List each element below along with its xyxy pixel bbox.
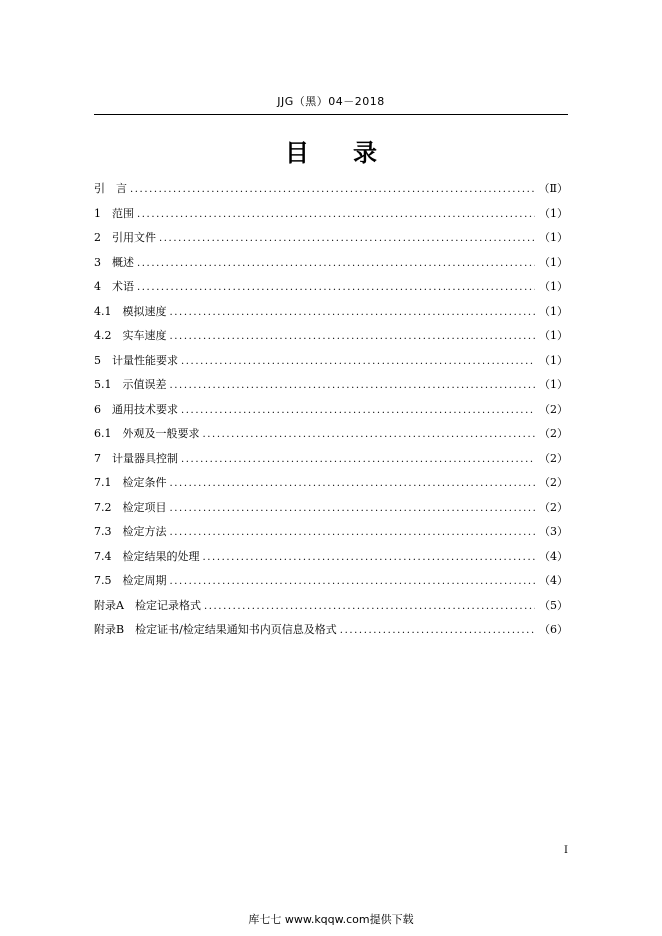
toc-leader-dots [130, 178, 535, 203]
toc-entry[interactable] [94, 594, 568, 619]
toc-entry[interactable] [94, 618, 568, 643]
toc-entry-page: （Ⅱ） [538, 182, 568, 195]
toc-entry-page: （4） [539, 549, 568, 563]
toc-entry-label: 3 概述 [94, 255, 134, 269]
toc-entry-page: （1） [539, 353, 568, 367]
toc-leader-dots [203, 546, 536, 571]
toc-entry-page: （1） [539, 304, 568, 318]
toc-entry-label: 7 计量器具控制 [94, 451, 178, 465]
toc-entry-page: （1） [539, 231, 568, 244]
toc-entry[interactable] [94, 349, 568, 374]
toc-entry-page: （1） [539, 255, 568, 269]
toc-leader-dots [170, 325, 536, 350]
toc-entry-label: 1 范围 [94, 206, 134, 220]
toc-entry[interactable] [94, 324, 568, 349]
toc-entry-label: 6 通用技术要求 [94, 402, 178, 416]
toc-entry-label: 4.2 实车速度 [94, 329, 167, 342]
toc-leader-dots [204, 595, 535, 620]
toc-entry[interactable] [94, 471, 568, 496]
toc-entry-label: 6.1 外观及一般要求 [94, 427, 200, 440]
toc-entry-label: 7.4 检定结果的处理 [94, 549, 200, 563]
toc-entry-page: （6） [539, 623, 568, 636]
toc-entry-label: 7.1 检定条件 [94, 476, 167, 489]
toc-entry-label: 2 引用文件 [94, 231, 156, 244]
toc-entry-page: （2） [539, 476, 568, 489]
toc-entry-page: （3） [539, 525, 568, 538]
download-footer: 库七七 www.kqqw.com提供下载 [248, 913, 414, 926]
toc-leader-dots [170, 497, 536, 522]
toc-entry-label: 7.5 检定周期 [94, 574, 167, 587]
page-number: Ⅰ [564, 845, 568, 856]
toc-leader-dots [137, 252, 535, 277]
toc-leader-dots [170, 301, 536, 326]
toc-entry-label: 7.2 检定项目 [94, 500, 167, 514]
header-rule [94, 114, 568, 115]
toc-entry-page: （1） [539, 329, 568, 342]
toc-leader-dots [170, 521, 536, 546]
table-of-contents [94, 177, 568, 643]
toc-entry-page: （1） [539, 378, 568, 391]
toc-entry[interactable] [94, 496, 568, 521]
toc-entry-page: （5） [539, 598, 568, 612]
toc-entry[interactable] [94, 569, 568, 594]
toc-entry[interactable] [94, 545, 568, 570]
toc-entry-page: （4） [539, 574, 568, 587]
toc-leader-dots [340, 619, 535, 644]
toc-leader-dots [181, 448, 535, 473]
toc-entry[interactable] [94, 226, 568, 251]
toc-entry-label: 引 言 [94, 182, 127, 195]
document-code-header: JJG（黑）04－2018 [277, 95, 385, 108]
toc-entry-page: （2） [539, 427, 568, 440]
toc-entry[interactable] [94, 422, 568, 447]
toc-entry[interactable] [94, 520, 568, 545]
toc-leader-dots [170, 570, 536, 595]
toc-entry-label: 4.1 模拟速度 [94, 304, 167, 318]
toc-entry-page: （2） [539, 402, 568, 416]
toc-leader-dots [203, 423, 536, 448]
toc-entry-label: 7.3 检定方法 [94, 525, 167, 538]
toc-entry[interactable] [94, 202, 568, 227]
toc-entry[interactable] [94, 398, 568, 423]
toc-entry-page: （2） [539, 451, 568, 465]
page-title [0, 133, 662, 168]
toc-entry-page: （1） [539, 280, 568, 293]
toc-entry-label: 5.1 示值误差 [94, 378, 167, 391]
toc-entry[interactable] [94, 373, 568, 398]
toc-leader-dots [137, 203, 535, 228]
toc-entry-label: 附录B 检定证书/检定结果通知书内页信息及格式 [94, 623, 337, 636]
toc-entry[interactable] [94, 447, 568, 472]
toc-entry-page: （2） [539, 500, 568, 514]
toc-entry[interactable] [94, 177, 568, 202]
toc-entry-page: （1） [539, 206, 568, 220]
toc-entry[interactable] [94, 275, 568, 300]
toc-leader-dots [159, 227, 535, 252]
toc-entry-label: 附录A 检定记录格式 [94, 598, 201, 612]
toc-leader-dots [137, 276, 535, 301]
toc-entry[interactable] [94, 251, 568, 276]
toc-leader-dots [170, 472, 536, 497]
toc-leader-dots [181, 350, 535, 375]
title-char-2: 录 [353, 139, 377, 167]
toc-entry[interactable] [94, 300, 568, 325]
toc-entry-label: 4 术语 [94, 280, 134, 293]
title-char-1: 目 [285, 139, 309, 167]
toc-leader-dots [170, 374, 536, 399]
toc-leader-dots [181, 399, 535, 424]
toc-entry-label: 5 计量性能要求 [94, 353, 178, 367]
